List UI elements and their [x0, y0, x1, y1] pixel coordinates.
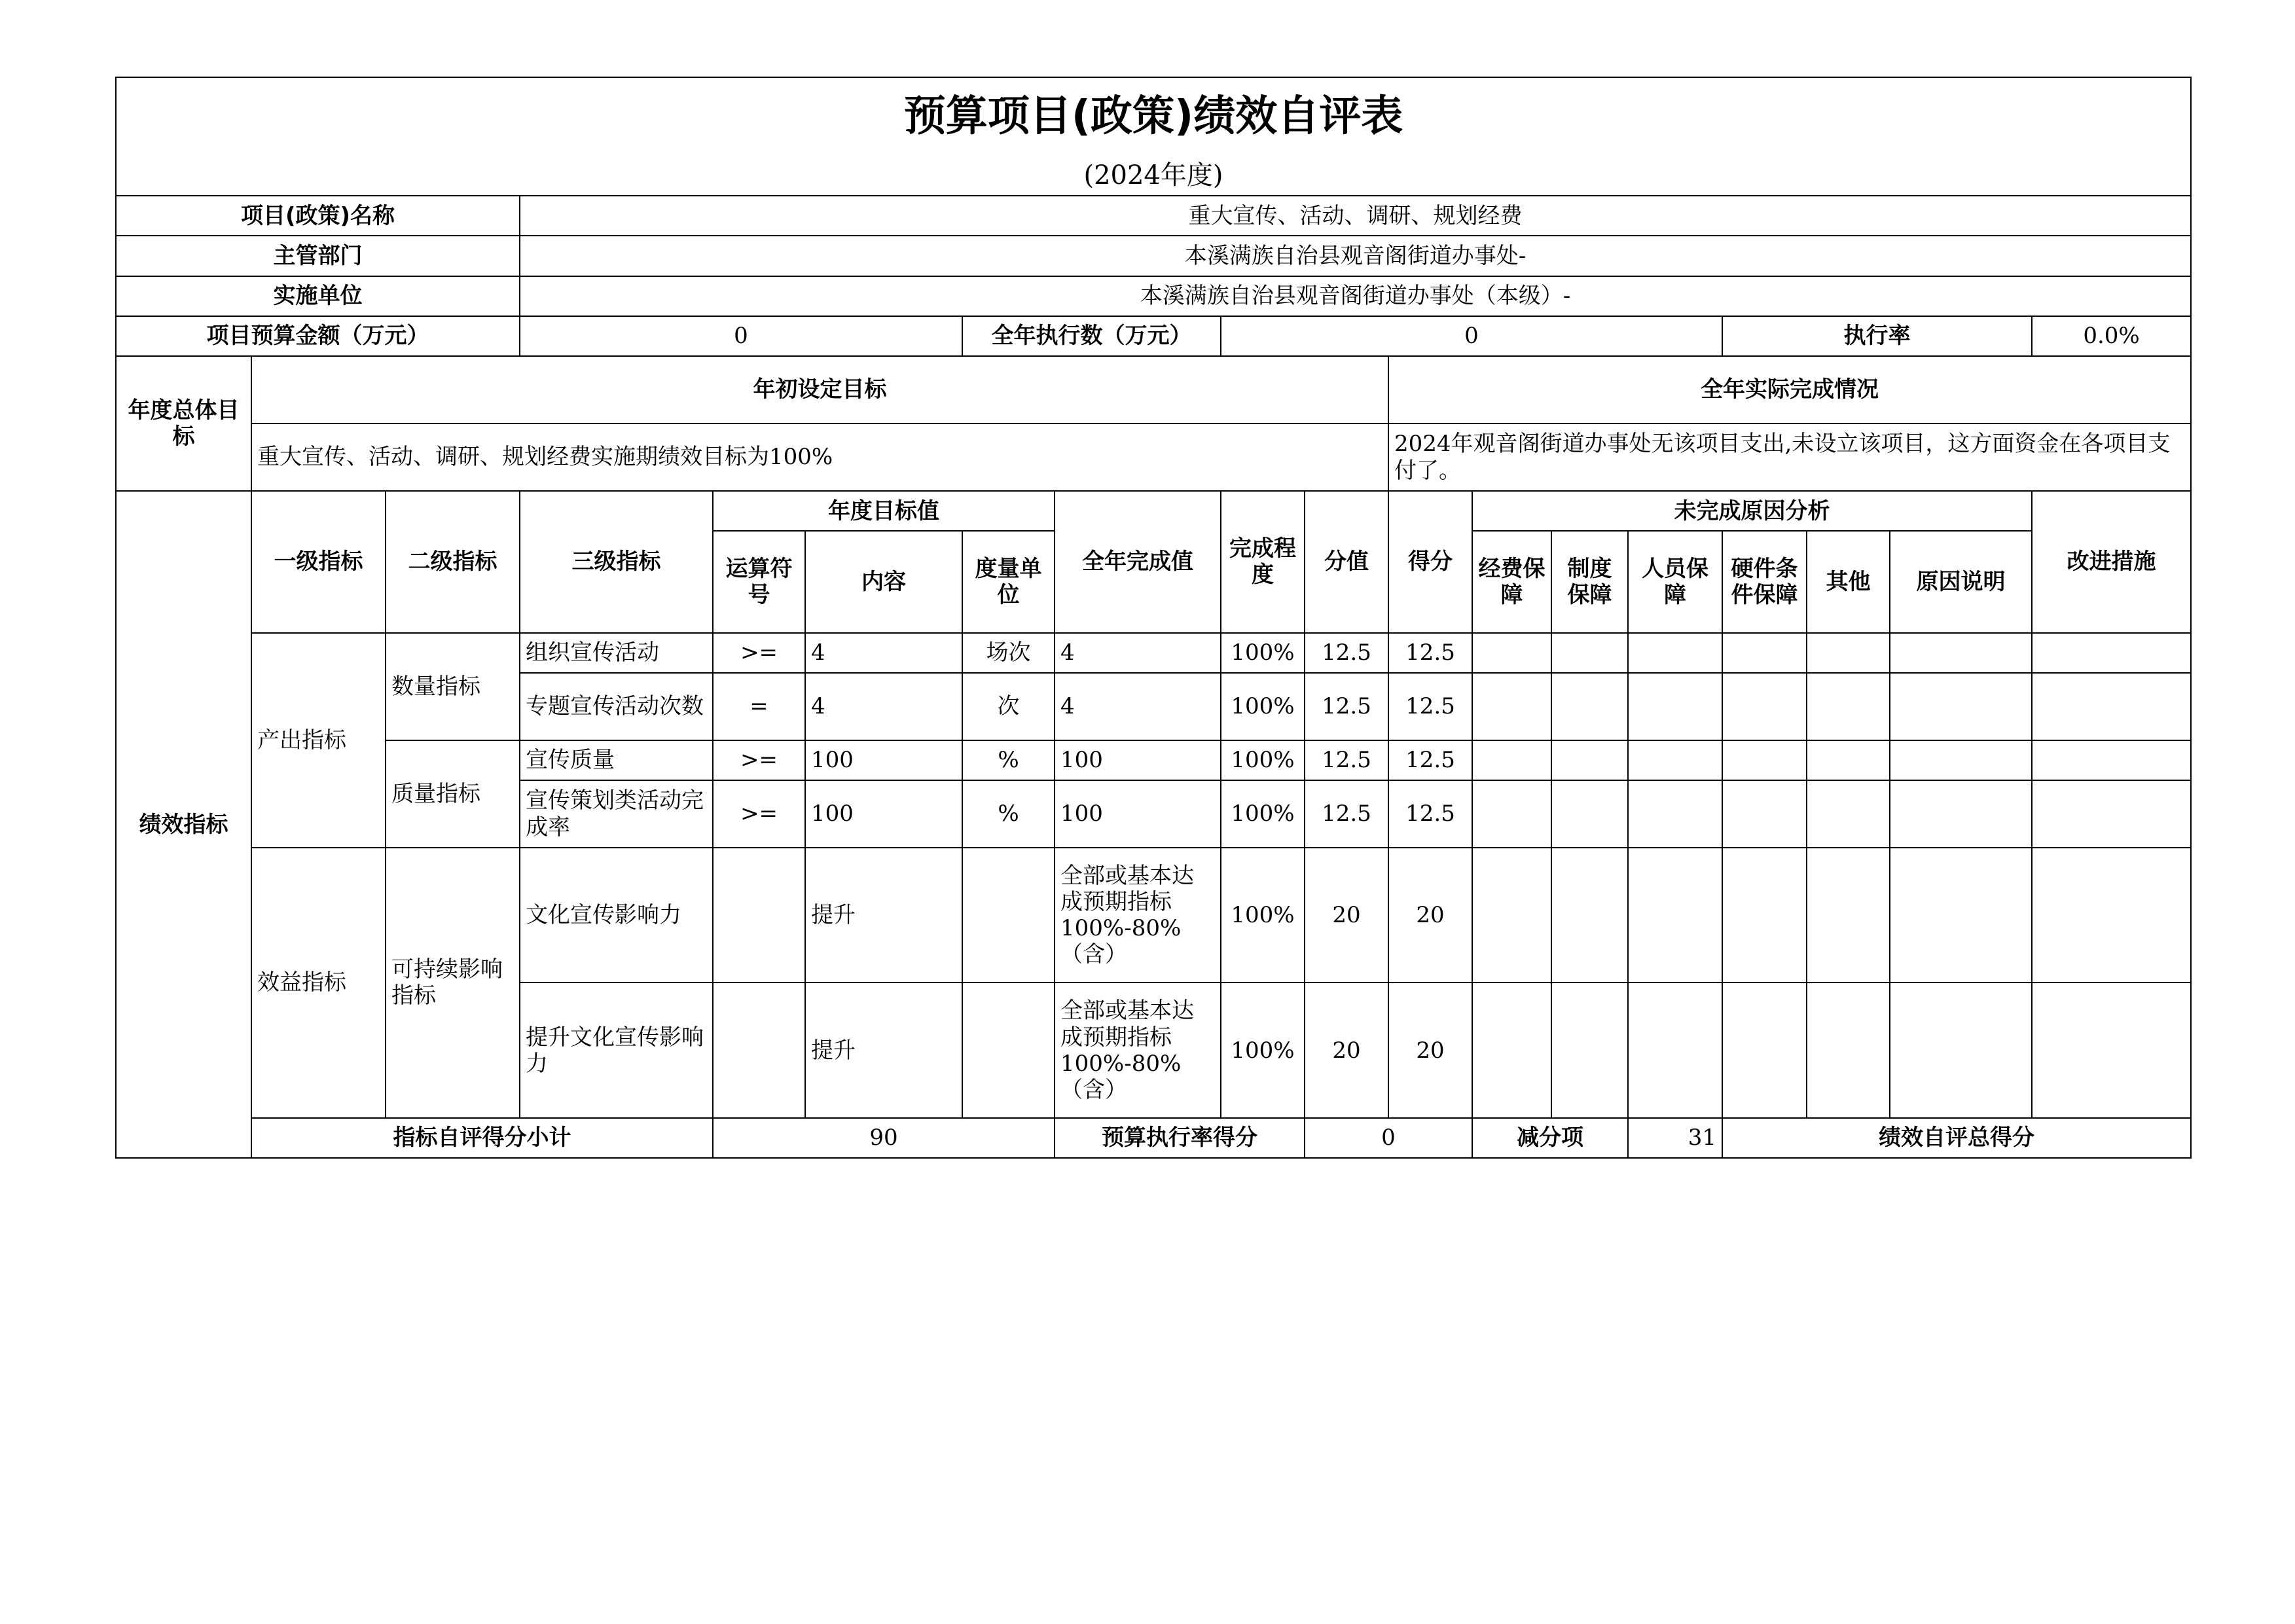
group-quantity: 数量指标	[386, 633, 520, 740]
header-level3: 三级指标	[520, 491, 713, 632]
cell-score: 20	[1388, 983, 1472, 1117]
header-annual-target: 年度目标值	[713, 491, 1055, 531]
cell-value: 12.5	[1305, 633, 1388, 673]
header-improve: 改进措施	[2032, 491, 2191, 632]
header-explanation: 原因说明	[1890, 531, 2032, 632]
cell-l3: 提升文化宣传影响力	[520, 983, 713, 1117]
header-hardware: 硬件条件保障	[1722, 531, 1807, 632]
header-funding: 经费保障	[1472, 531, 1551, 632]
table-row	[116, 740, 2191, 780]
subtotal-value: 90	[713, 1118, 1055, 1158]
header-unit: 度量单位	[962, 531, 1055, 632]
cell-content: 提升	[805, 848, 962, 983]
cell-unit: %	[962, 780, 1055, 848]
goal-actual-header: 全年实际完成情况	[1388, 356, 2191, 424]
cell-degree: 100%	[1221, 983, 1305, 1117]
budget-score-label: 预算执行率得分	[1055, 1118, 1305, 1158]
budget-value: 0	[520, 316, 962, 356]
group-sustain: 可持续影响指标	[386, 848, 520, 1118]
cell-operator: >=	[713, 740, 805, 780]
cell-value: 20	[1305, 983, 1388, 1117]
perf-indicator-label: 绩效指标	[116, 491, 251, 1158]
header-operator: 运算符号	[713, 531, 805, 632]
header-personnel: 人员保障	[1628, 531, 1722, 632]
exec-value: 0	[1221, 316, 1722, 356]
cell-unit	[962, 983, 1055, 1117]
cell-content: 4	[805, 673, 962, 740]
cell-l3: 专题宣传活动次数	[520, 673, 713, 740]
deduct-label: 减分项	[1472, 1118, 1628, 1158]
cell-unit	[962, 848, 1055, 983]
cell-degree: 100%	[1221, 673, 1305, 740]
cell-l3: 宣传质量	[520, 740, 713, 780]
cell-score: 12.5	[1388, 633, 1472, 673]
cell-score: 12.5	[1388, 673, 1472, 740]
goal-set-text: 重大宣传、活动、调研、规划经费实施期绩效目标为100%	[251, 424, 1388, 491]
header-score-value: 分值	[1305, 491, 1388, 632]
subtotal-label: 指标自评得分小计	[251, 1118, 713, 1158]
project-name-label: 项目(政策)名称	[116, 196, 520, 236]
cell-operator: >=	[713, 633, 805, 673]
cell-done: 100	[1055, 740, 1221, 780]
cell-done: 全部或基本达成预期指标100%-80%（含）	[1055, 848, 1221, 983]
cell-done: 全部或基本达成预期指标100%-80%（含）	[1055, 983, 1221, 1117]
cell-content: 4	[805, 633, 962, 673]
cell-l3: 组织宣传活动	[520, 633, 713, 673]
performance-table	[115, 77, 2192, 1159]
page-title: 预算项目(政策)绩效自评表	[116, 77, 2191, 156]
cell-operator	[713, 848, 805, 983]
header-content: 内容	[805, 531, 962, 632]
cell-content: 100	[805, 780, 962, 848]
cell-value: 12.5	[1305, 673, 1388, 740]
cell-content: 100	[805, 740, 962, 780]
cell-operator	[713, 983, 805, 1117]
cell-operator: =	[713, 673, 805, 740]
goal-actual-text: 2024年观音阁街道办事处无该项目支出,未设立该项目，这方面资金在各项目支付了。	[1388, 424, 2191, 491]
header-level2: 二级指标	[386, 491, 520, 632]
budget-score-value: 0	[1305, 1118, 1472, 1158]
exec-label: 全年执行数（万元）	[962, 316, 1221, 356]
deduct-value: 31	[1628, 1118, 1722, 1158]
project-name-value: 重大宣传、活动、调研、规划经费	[520, 196, 2191, 236]
dept-label: 主管部门	[116, 236, 520, 276]
cell-unit: 次	[962, 673, 1055, 740]
header-reason-analysis: 未完成原因分析	[1472, 491, 2032, 531]
total-label: 绩效自评总得分	[1722, 1118, 2191, 1158]
cell-score: 20	[1388, 848, 1472, 983]
group-benefit: 效益指标	[251, 848, 386, 1118]
cell-value: 20	[1305, 848, 1388, 983]
header-degree: 完成程度	[1221, 491, 1305, 632]
cell-degree: 100%	[1221, 780, 1305, 848]
header-other: 其他	[1807, 531, 1890, 632]
header-level1: 一级指标	[251, 491, 386, 632]
rate-label: 执行率	[1722, 316, 2032, 356]
cell-unit: %	[962, 740, 1055, 780]
cell-value: 12.5	[1305, 740, 1388, 780]
cell-done: 4	[1055, 633, 1221, 673]
table-row	[116, 848, 2191, 983]
cell-operator: >=	[713, 780, 805, 848]
cell-value: 12.5	[1305, 780, 1388, 848]
cell-unit: 场次	[962, 633, 1055, 673]
cell-score: 12.5	[1388, 780, 1472, 848]
cell-content: 提升	[805, 983, 962, 1117]
table-row	[116, 633, 2191, 673]
cell-degree: 100%	[1221, 633, 1305, 673]
unit-label: 实施单位	[116, 276, 520, 316]
cell-degree: 100%	[1221, 848, 1305, 983]
cell-score: 12.5	[1388, 740, 1472, 780]
dept-value: 本溪满族自治县观音阁街道办事处-	[520, 236, 2191, 276]
group-output: 产出指标	[251, 633, 386, 848]
cell-l3: 文化宣传影响力	[520, 848, 713, 983]
report-year: (2024年度)	[116, 156, 2191, 196]
header-system: 制度保障	[1551, 531, 1628, 632]
goal-set-header: 年初设定目标	[251, 356, 1388, 424]
rate-value: 0.0%	[2032, 316, 2191, 356]
header-full-year: 全年完成值	[1055, 491, 1221, 632]
header-score: 得分	[1388, 491, 1472, 632]
budget-label: 项目预算金额（万元）	[116, 316, 520, 356]
cell-done: 4	[1055, 673, 1221, 740]
annual-goal-label: 年度总体目标	[116, 356, 251, 491]
cell-degree: 100%	[1221, 740, 1305, 780]
group-quality: 质量指标	[386, 740, 520, 848]
cell-l3: 宣传策划类活动完成率	[520, 780, 713, 848]
cell-done: 100	[1055, 780, 1221, 848]
unit-value: 本溪满族自治县观音阁街道办事处（本级）-	[520, 276, 2191, 316]
